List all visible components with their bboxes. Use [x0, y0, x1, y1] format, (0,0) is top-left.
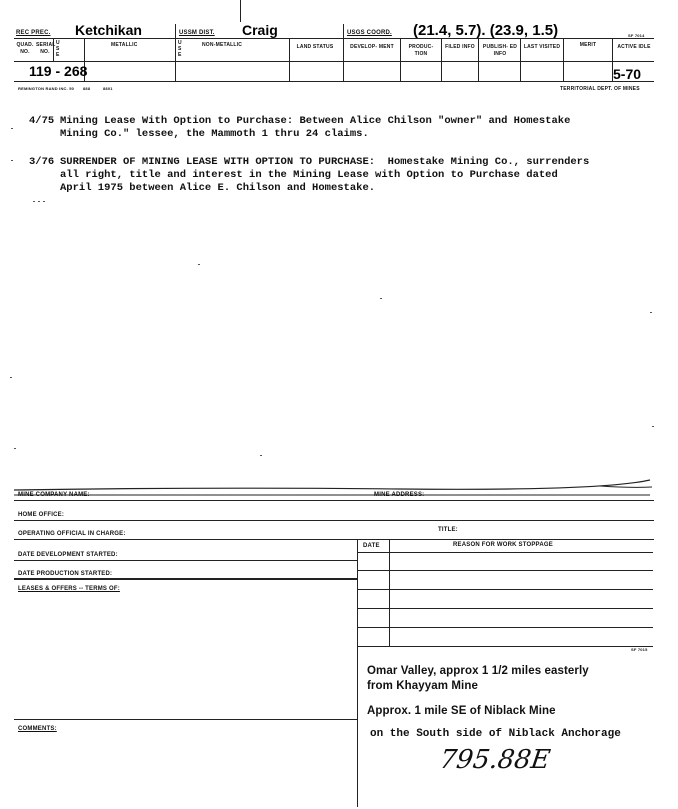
- home-office-label: HOME OFFICE:: [18, 512, 65, 518]
- rule: [14, 560, 357, 561]
- land-status-header: LAND STATUS: [296, 44, 334, 50]
- divider: [400, 39, 401, 82]
- rec-prec-label: REC PREC.: [16, 30, 51, 36]
- location-line: Omar Valley, approx 1 1/2 miles easterly: [367, 665, 589, 677]
- location-line: on the South side of Niblack Anchorage: [370, 728, 621, 740]
- location-line: Approx. 1 mile SE of Niblack Mine: [367, 705, 556, 717]
- comments-label: COMMENTS:: [18, 726, 57, 732]
- divider: [343, 39, 344, 82]
- metallic-header: METALLIC: [111, 42, 138, 48]
- entry-line: SURRENDER OF MINING LEASE WITH OPTION TO PURCHASE: Homestake Mining Co., surrenders: [60, 156, 590, 168]
- divider: [175, 24, 176, 39]
- date-production-started-label: DATE PRODUCTION STARTED:: [18, 571, 113, 577]
- rule: [14, 520, 654, 521]
- divider: [175, 39, 176, 82]
- territorial-dept-label: TERRITORIAL DEPT. OF MINES: [560, 86, 640, 92]
- location-line: from Khayyam Mine: [367, 680, 478, 692]
- rule: [357, 570, 653, 571]
- merit-header: MERIT: [579, 42, 597, 48]
- ussm-dist-label: USSM DIST.: [179, 30, 215, 36]
- form-number-top: SF 7014: [628, 33, 645, 38]
- reason-col-label: REASON FOR WORK STOPPAGE: [453, 542, 553, 548]
- divider: [343, 24, 344, 39]
- printer-line: REMINGTON RAND INC. 50: [18, 86, 75, 91]
- handwritten-number: 795.88E: [437, 745, 553, 775]
- rule: [14, 500, 654, 501]
- published-info-header: PUBLISH- ED INFO: [482, 44, 518, 57]
- rule: [357, 552, 653, 553]
- date-col-label: DATE: [363, 543, 380, 549]
- form-number-bottom: SF 7015: [631, 647, 648, 652]
- printer-code-1: 888: [83, 86, 91, 91]
- quad-serial-value: 119 - 268: [29, 63, 88, 79]
- active-idle-value: 5-70: [613, 66, 642, 82]
- top-tick: [240, 0, 241, 22]
- rule: [14, 539, 654, 540]
- operating-official-label: OPERATING OFFICIAL IN CHARGE:: [18, 531, 126, 537]
- rule: [357, 627, 653, 628]
- rec-prec-value: Ketchikan: [75, 22, 142, 38]
- quad-no-header: QUAD. NO.: [16, 42, 34, 55]
- mine-address-label: MINE ADDRESS:: [374, 492, 425, 498]
- usgs-coord-label: USGS COORD.: [347, 30, 392, 36]
- development-header: DEVELOP- MENT: [350, 44, 394, 50]
- serial-no-header: SERIAL NO.: [36, 42, 56, 55]
- row3-bottom-rule: [14, 81, 654, 82]
- rule: [357, 646, 653, 647]
- leases-offers-label: LEASES & OFFERS -- TERMS OF:: [18, 586, 120, 592]
- divider: [289, 39, 290, 82]
- row2-bottom-rule: [14, 61, 654, 62]
- mine-company-name-label: MINE COMPANY NAME:: [18, 492, 90, 498]
- production-header: PRODUC- TION: [408, 44, 434, 57]
- use-header-2: U S E: [178, 40, 182, 58]
- ussm-dist-value: Craig: [242, 22, 278, 38]
- use-header-1: U S E: [56, 40, 60, 58]
- active-idle-header: ACTIVE IDLE: [617, 44, 651, 50]
- divider: [441, 39, 442, 82]
- divider: [563, 39, 564, 82]
- rule: [14, 719, 357, 720]
- entry-line: Mining Co." lessee, the Mammoth 1 thru 24 claims.: [60, 128, 369, 140]
- divider: [520, 39, 521, 82]
- date-col-divider: [389, 539, 390, 646]
- entry-line: all right, title and interest in the Mining Lease with Option to Purchase dated: [60, 169, 558, 181]
- entry-date: 4/75: [29, 115, 55, 127]
- title-label: TITLE:: [438, 527, 458, 533]
- divider: [478, 39, 479, 82]
- entry-line: Mining Lease With Option to Purchase: Between Alice Chilson "owner" and Homestake: [60, 115, 571, 127]
- non-metallic-header: NON-METALLIC: [202, 42, 243, 48]
- rule: [357, 589, 653, 590]
- date-development-started-label: DATE DEVELOPMENT STARTED:: [18, 552, 118, 558]
- last-visited-header: LAST VISITED: [523, 44, 561, 50]
- center-divider: [357, 539, 358, 807]
- printer-code-2: 8801: [103, 86, 113, 91]
- entry-line: April 1975 between Alice E. Chilson and Homestake.: [60, 182, 376, 194]
- entry-date: 3/76: [29, 156, 55, 168]
- filed-info-header: FILED INFO: [445, 44, 475, 50]
- rule: [357, 608, 653, 609]
- rule: [14, 578, 357, 580]
- usgs-coord-value: (21.4, 5.7). (23.9, 1.5): [413, 22, 559, 39]
